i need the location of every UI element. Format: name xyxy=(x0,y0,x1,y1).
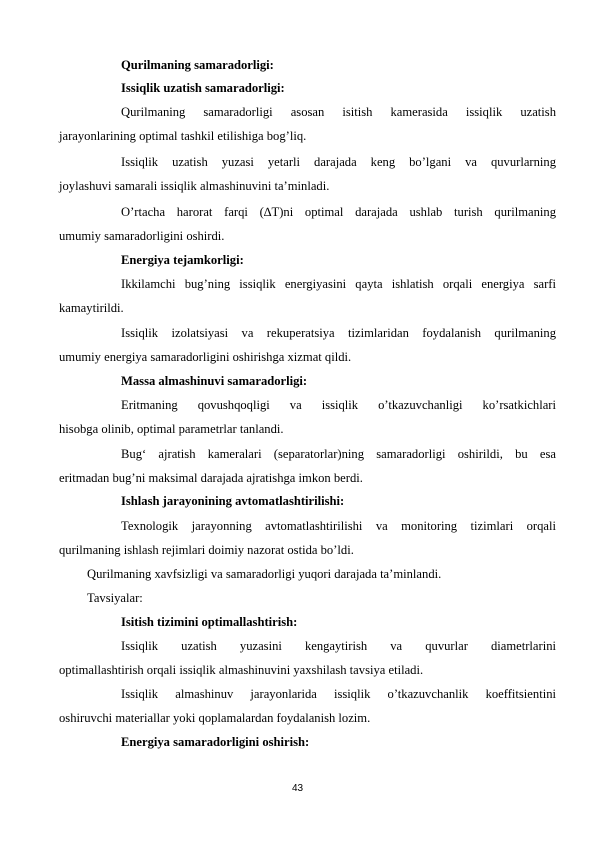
paragraph-line: Qurilmaning xavfsizligi va samaradorligi yuqori darajada ta’minlandi. xyxy=(87,567,442,581)
heading-issiqlik-uzatish-samaradorligi: Issiqlik uzatish samaradorligi: xyxy=(121,81,285,95)
paragraph-line: Issiqlik almashinuv jarayonlarida issiqlik o’tkazuvchanlik koeffitsientini xyxy=(121,687,556,701)
heading-qurilmaning-samaradorligi: Qurilmaning samaradorligi: xyxy=(121,58,274,72)
paragraph-line: eritmadan bug’ni maksimal darajada ajratishga imkon berdi. xyxy=(59,471,363,485)
paragraph-line: umumiy samaradorligini oshirdi. xyxy=(59,229,225,243)
paragraph-line: Issiqlik uzatish yuzasini kengaytirish va quvurlar diametrlarini xyxy=(121,639,556,653)
heading-massa-almashinuvi-samaradorligi: Massa almashinuvi samaradorligi: xyxy=(121,374,308,388)
paragraph-line: Issiqlik izolatsiyasi va rekuperatsiya tizimlaridan foydalanish qurilmaning xyxy=(121,326,556,340)
paragraph-line: Texnologik jarayonning avtomatlashtirilishi va monitoring tizimlari orqali xyxy=(121,519,556,533)
paragraph-line: Issiqlik uzatish yuzasi yetarli darajada keng bo’lgani va quvurlarning xyxy=(121,155,556,169)
paragraph-line: oshiruvchi materiallar yoki qoplamalardan foydalanish lozim. xyxy=(59,711,371,725)
paragraph-line: joylashuvi samarali issiqlik almashinuvini ta’minladi. xyxy=(59,179,330,193)
paragraph-line: Ikkilamchi bug’ning issiqlik energiyasini qayta ishlatish orqali energiya sarfi xyxy=(121,277,556,291)
paragraph-line: O’rtacha harorat farqi (∆T)ni optimal darajada ushlab turish qurilmaning xyxy=(121,205,556,219)
paragraph-line: Eritmaning qovushqoqligi va issiqlik o’tkazuvchanligi ko’rsatkichlari xyxy=(121,398,556,412)
paragraph-line: qurilmaning ishlash rejimlari doimiy nazorat ostida bo’ldi. xyxy=(59,543,354,557)
paragraph-line: Bug‘ ajratish kameralari (separatorlar)ning samaradorligi oshirildi, bu esa xyxy=(121,447,556,461)
heading-isitish-tizimini-optimallashtirish: Isitish tizimini optimallashtirish: xyxy=(121,615,298,629)
page-number: 43 xyxy=(291,783,304,794)
paragraph-line: optimallashtirish orqali issiqlik almashinuvini yaxshilash tavsiya etiladi. xyxy=(59,663,424,677)
paragraph-line: umumiy energiya samaradorligini oshirishga xizmat qildi. xyxy=(59,350,352,364)
paragraph-line: Tavsiyalar: xyxy=(87,591,143,605)
heading-energiya-tejamkorligi: Energiya tejamkorligi: xyxy=(121,253,244,267)
paragraph-line: kamaytirildi. xyxy=(59,301,124,315)
paragraph-line: Qurilmaning samaradorligi asosan isitish kamerasida issiqlik uzatish xyxy=(121,105,556,119)
paragraph-line: jarayonlarining optimal tashkil etilishiga bog’liq. xyxy=(59,129,307,143)
heading-energiya-samaradorligini-oshirish: Energiya samaradorligini oshirish: xyxy=(121,735,310,749)
heading-avtomatlashtirilishi: Ishlash jarayonining avtomatlashtirilishi: xyxy=(121,494,345,508)
paragraph-line: hisobga olinib, optimal parametrlar tanlandi. xyxy=(59,422,284,436)
